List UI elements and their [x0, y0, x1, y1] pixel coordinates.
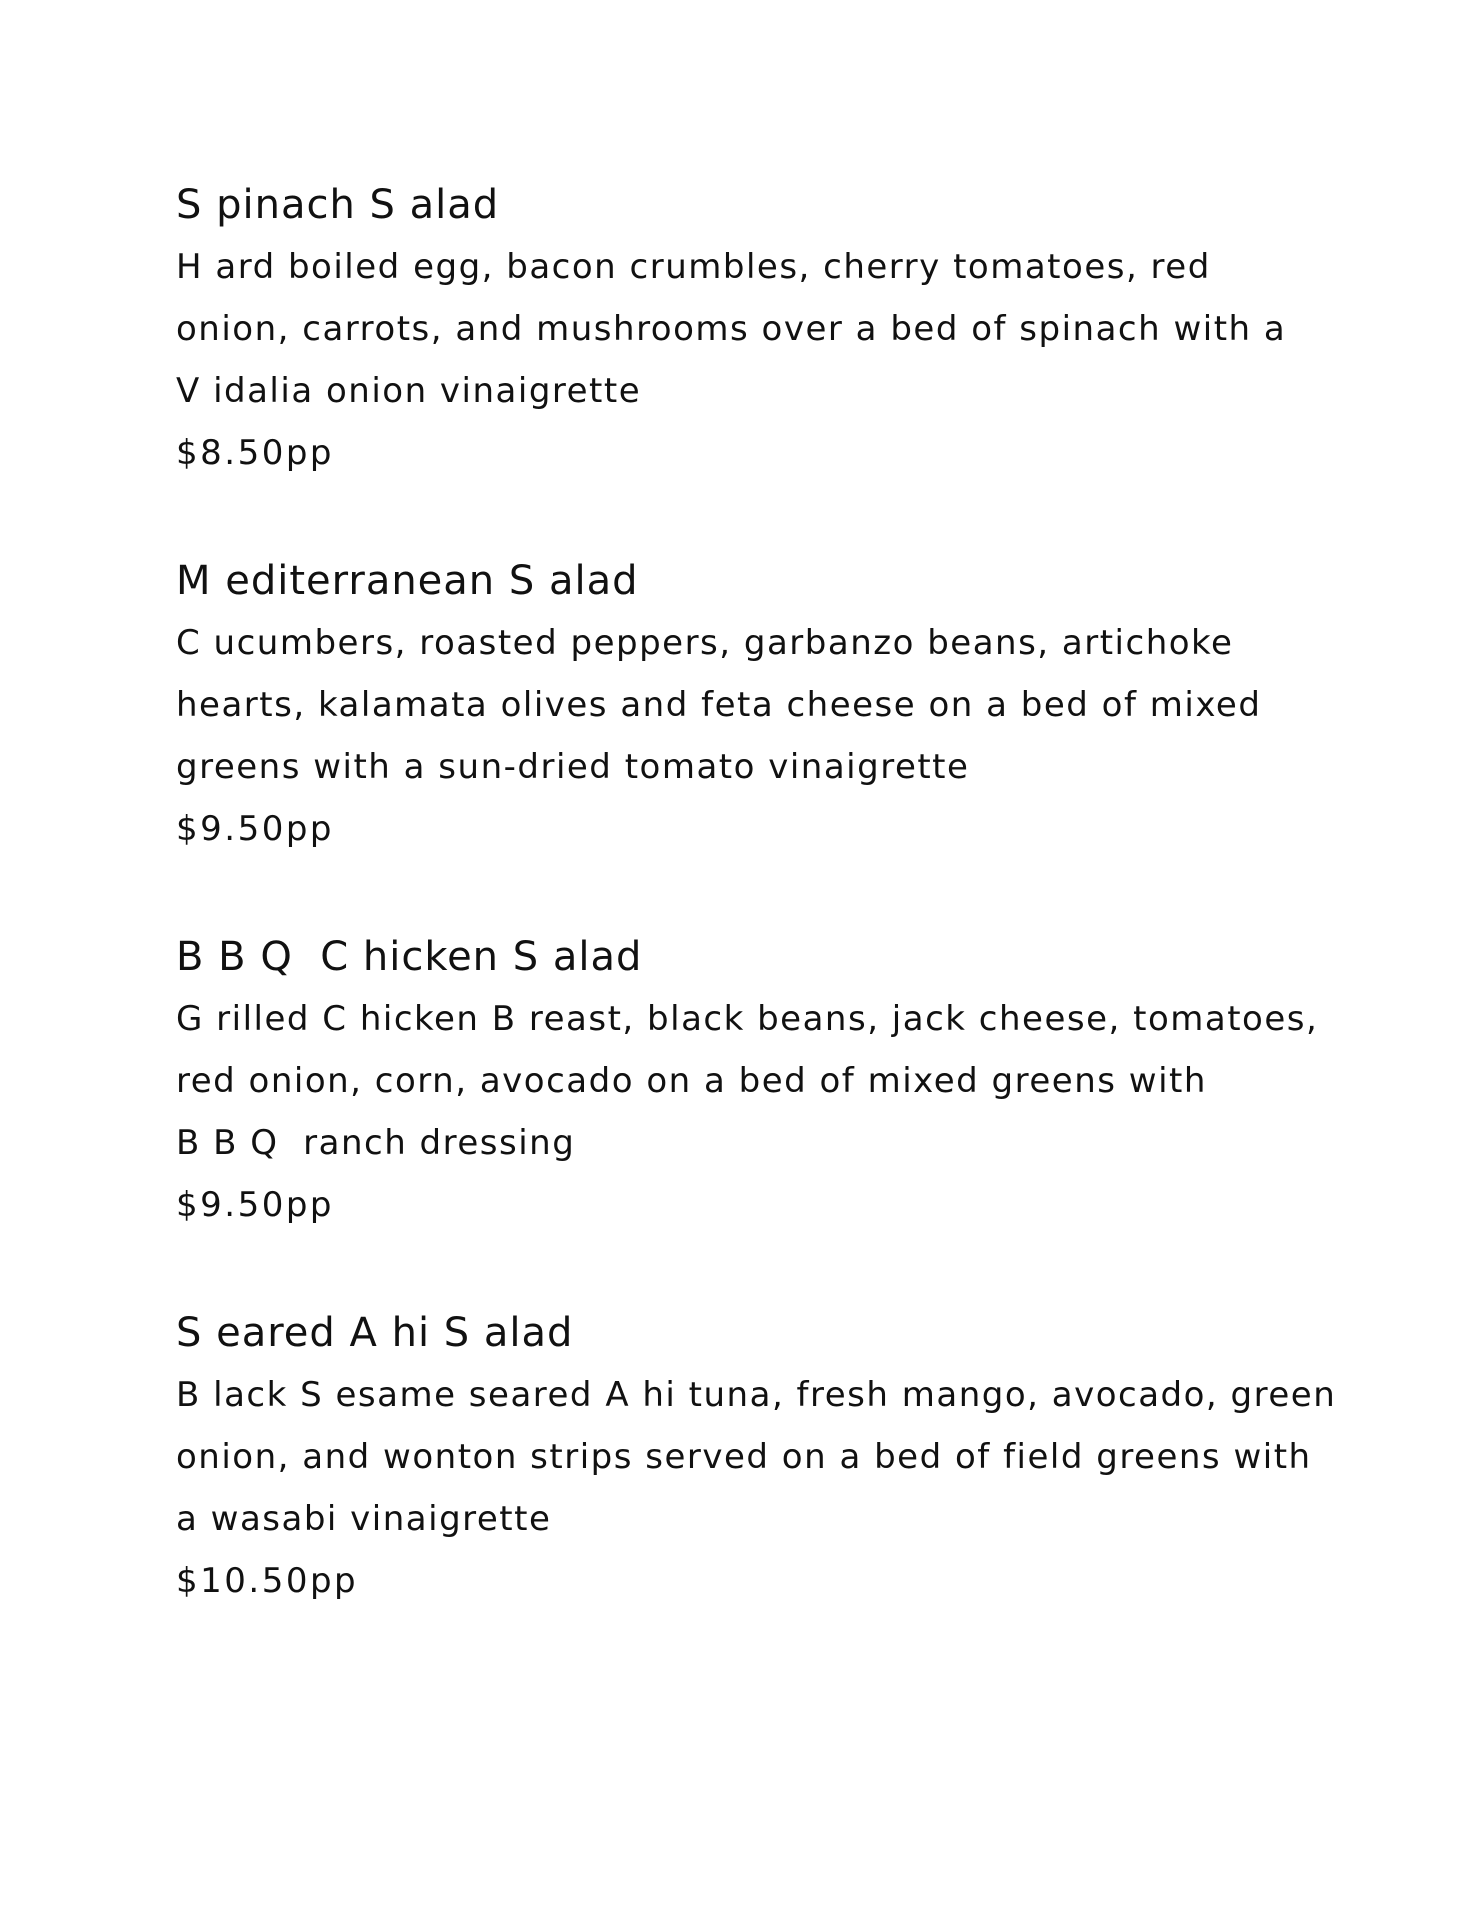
item-description-line: red onion, corn, avocado on a bed of mixed greens with — [176, 1061, 1207, 1101]
item-description-line: B B Q ranch dressing — [176, 1123, 576, 1163]
item-description-line: G rilled C hicken B reast, black beans, jack cheese, tomatoes, — [176, 999, 1319, 1039]
menu-item-mediterranean-salad — [176, 550, 1296, 860]
item-price: $9.50pp — [176, 1185, 334, 1225]
item-title: S pinach S alad — [176, 182, 500, 228]
item-description-line: V idalia onion vinaigrette — [176, 371, 642, 411]
menu-item-bbq-chicken-salad — [176, 926, 1319, 1236]
menu-item-seared-ahi-salad — [176, 1302, 1337, 1612]
item-description-line: onion, and wonton strips served on a bed of field greens with — [176, 1437, 1312, 1477]
item-price: $8.50pp — [176, 433, 334, 473]
item-description-line: hearts, kalamata olives and feta cheese on a bed of mixed — [176, 685, 1262, 725]
item-description-line: B lack S esame seared A hi tuna, fresh mango, avocado, green — [176, 1375, 1337, 1415]
item-description-line: greens with a sun-dried tomato vinaigrette — [176, 747, 970, 787]
menu-item-spinach-salad — [176, 174, 1296, 484]
item-title: M editerranean S alad — [176, 558, 639, 604]
item-price: $10.50pp — [176, 1561, 359, 1601]
item-description-line: H ard boiled egg, bacon crumbles, cherry tomatoes, red — [176, 247, 1211, 287]
item-description-line: onion, carrots, and mushrooms over a bed of spinach with a — [176, 309, 1287, 349]
item-description-line: a wasabi vinaigrette — [176, 1499, 552, 1539]
item-title: B B Q C hicken S alad — [176, 934, 643, 980]
item-description-line: C ucumbers, roasted peppers, garbanzo beans, artichoke — [176, 623, 1234, 663]
item-title: S eared A hi S alad — [176, 1310, 574, 1356]
item-price: $9.50pp — [176, 809, 334, 849]
